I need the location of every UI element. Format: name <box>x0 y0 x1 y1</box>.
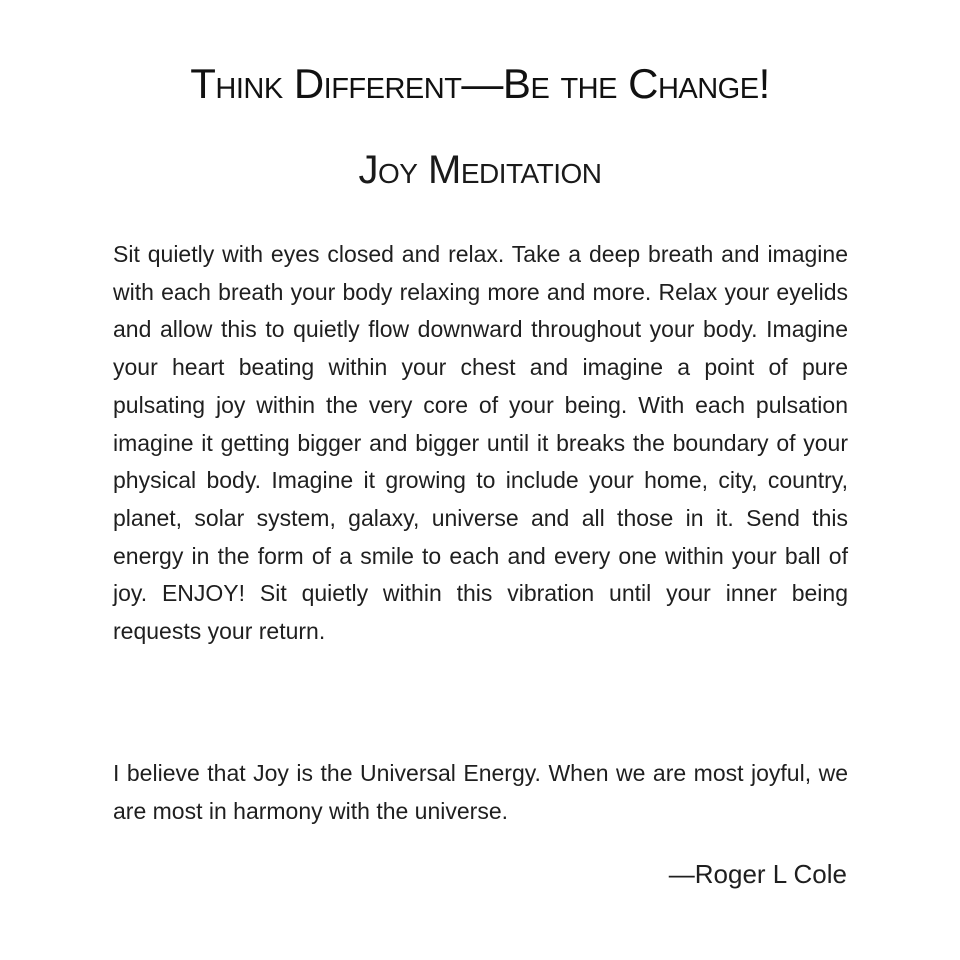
meditation-paragraph: Sit quietly with eyes closed and relax. Take a deep breath and imagine with each breath your body relaxing more and more. Relax your eyelids and allow this to quietly flow downward throughout your body. Imagine your heart beating within your chest and imagine a point of pure pulsating joy within the very core of your being. With each pulsation imagine it getting bigger and bigger until it breaks the boundary of your physical body. Imagine it growing to include your home, city, country, planet, solar system, galaxy, universe and all those in it. Send this energy in the form of a smile to each and every one within your ball of joy. ENJOY! Sit quietly within this vibration until your inner being requests your return. <box>113 241 848 645</box>
section-subtitle: Joy Meditation <box>358 148 602 192</box>
page-title: Think Different—Be the Change! <box>190 60 770 107</box>
belief-paragraph: I believe that Joy is the Universal Energy. When we are most joyful, we are most in harmony with the universe. <box>113 760 848 824</box>
author-attribution: —Roger L Cole <box>668 859 847 889</box>
